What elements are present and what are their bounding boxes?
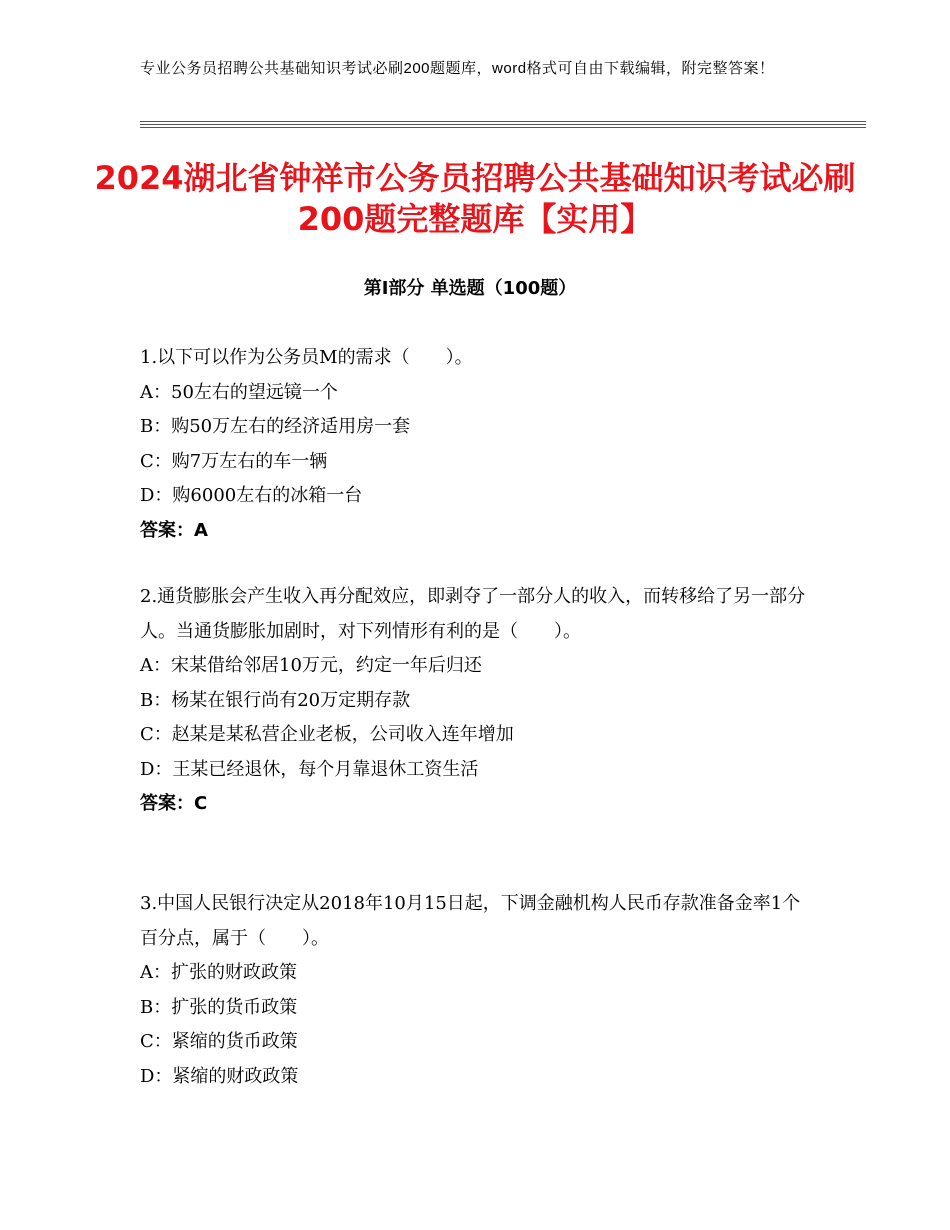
question-stem: 2.通货膨胀会产生收入再分配效应，即剥夺了一部分人的收入，而转移给了另一部分人。当通货膨胀加剧时，对下列情形有利的是（ ）。 <box>140 586 806 642</box>
option-c: C：赵某是某私营企业老板，公司收入连年增加 <box>140 724 514 745</box>
option-d: D：王某已经退休，每个月靠退休工资生活 <box>140 758 479 780</box>
question-1 <box>140 341 810 548</box>
option-b: B：杨某在银行尚有20万定期存款 <box>140 689 411 711</box>
header-rule-middle <box>140 124 866 125</box>
option-a: A：宋某借给邻居10万元，约定一年后归还 <box>140 655 482 676</box>
section-title: 第I部分 单选题（100题） <box>363 278 577 299</box>
question-stem: 3.中国人民银行决定从2018年10月15日起，下调金融机构人民币存款准备金率1个百分点，属于（ ）。 <box>140 893 801 949</box>
header-rule-bottom <box>140 127 866 128</box>
question-stem: 1.以下可以作为公务员M的需求（ ）。 <box>140 347 473 368</box>
option-c: C：紧缩的货币政策 <box>140 1031 298 1052</box>
document-title: 2024湖北省钟祥市公务员招聘公共基础知识考试必刷200题完整题库【实用】 <box>94 159 856 238</box>
answer-label: 答案：A <box>140 519 208 541</box>
answer-label: 答案：C <box>140 793 208 814</box>
option-b: B：扩张的货币政策 <box>140 996 298 1018</box>
option-b: B：购50万左右的经济适用房一套 <box>140 416 411 437</box>
option-d: D：购6000左右的冰箱一台 <box>140 485 363 506</box>
header-note: 专业公务员招聘公共基础知识考试必刷200题题库，word格式可自由下载编辑，附完整答案！ <box>140 60 775 77</box>
header-rule-top <box>140 121 866 122</box>
question-2 <box>140 580 810 822</box>
option-c: C：购7万左右的车一辆 <box>140 450 328 472</box>
question-3 <box>140 887 810 1094</box>
option-d: D：紧缩的财政政策 <box>140 1065 299 1087</box>
option-a: A：50左右的望远镜一个 <box>140 381 338 403</box>
option-a: A：扩张的财政政策 <box>140 962 297 983</box>
